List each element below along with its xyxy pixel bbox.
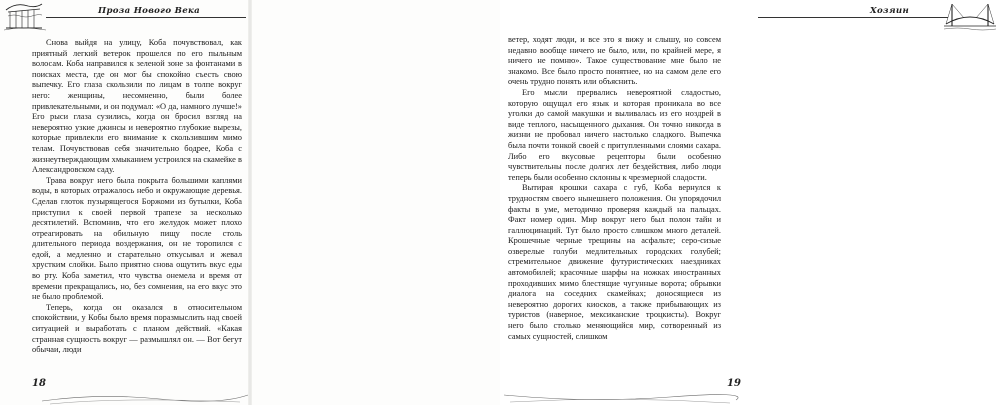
right-running-head: Хозяин [870, 6, 910, 16]
right-page [250, 0, 910, 405]
left-running-head: Проза Нового Века [98, 6, 200, 16]
right-text-column [508, 35, 721, 342]
right-paragraph: ветер, ходят люди, и все это я вижу и слышу, но совсем недавно вообще ничего не было, или, по крайней мере, я ничего не помню». Такое существование мне было не знакомо. Все было просто понятнее, но на самом деле его очень трудно понять или объяснить. [508, 35, 721, 87]
right-head-rule [758, 17, 948, 18]
right-paragraph: Вытирая крошки сахара с губ, Коба вернулся к трудностям своего нынешнего положения. Он упорядочил факты в уме, методично проверяя каждый на пальцах. Факт номер один. Мир вокруг него был полон тайн и галлюцинаций. Тут было просто слишком много деталей. Крошечные черные трещины на асфальте; серо-сизые озверелые голуби медлительных городских голубей; стремительное движение футуристических наездниках автомобилей; красочные шарфы на ножках иностранных проходивших мимо блестящие чугунные ворота; обрывки диалога на соседних скамейках; доносящиеся из невероятно дорогих киосков, а также прибывающих из туристов (наверное, мексиканские троцкисты). Вокруг него было столько меняющийся мир, сотворенный из самых сущностей, слишком [508, 183, 721, 341]
left-text-column [32, 38, 242, 356]
left-head-rule [46, 17, 246, 18]
right-page-number: 19 [727, 378, 741, 389]
bridge-emblem [944, 0, 996, 32]
left-footer-ornament [40, 387, 250, 405]
left-paragraph: Трава вокруг него была покрыта большими каплями воды, в которых отражалось небо и окружающие деревья. Сделав глоток пузырящегося Боржоми из бутылки, Коба приступил к своей первой трапезе за несколько десятилетий. Вспомнив, что его желудок может плохо отреагировать на обильную пищу после столь длительного периода воздержания, он не торопился с едой, а медленно и старательно откусывал и жевал хрустким слойки. Было приятно снова ощутить вкус еды во рту. Коба заметил, что чувства онемела и время от времени прекращались, но, без сомнения, на его вкус это не было проблемой. [32, 175, 242, 302]
left-page-number: 18 [32, 378, 46, 389]
carousel-pavilion-emblem [2, 0, 48, 32]
right-page-header [500, 0, 910, 32]
left-page [0, 0, 250, 405]
right-paragraph: Его мысли прервались невероятной сладостью, которую ощущал его язык и которая проникала во все уголки до самой макушки и выливалась из его ноздрей в виде теплого, насыщенного дыхания. Он точно никогда в жизни не пробовал ничего настолько сладкого. Выпечка была почти тонкой своей с притупленными слоями сахара. Либо его вкусовые рецепторы были особенно чувствительны после долгих лет бездействия, либо люди теперь были особенно склонны к чрезмерной сладости. [508, 87, 721, 182]
left-paragraph: Снова выйдя на улицу, Коба почувствовал, как приятный легкий ветерок прошелся по его пыльным волосам. Коба направился к зеленой зоне за фонтанами в поисках места, где он мог бы спокойно съесть свою выпечку. Его глаза скользили по лицам в толпе вокруг него: женщины, несомненно, были более привлекательными, и он подумал: «О да, намного лучше!» Его рыси глаза сузились, когда он бросил взгляд на невероятно узкие джинсы и невероятно глубокие вырезы, которые привлекли его внимание к скользившим мимо телам. Почувствовав себя значительно бодрее, Коба с жизнеутверждающим хмыканием устроился на скамейке в Александровском саду. [32, 38, 242, 175]
right-footer-ornament [500, 387, 740, 405]
left-paragraph: Теперь, когда он оказался в относительном спокойствии, у Кобы было время поразмыслить над своей ситуацией и выработать с планом действий. «Какая странная сущность вокруг — размышлял он. — Вот бегут обычаи, люди [32, 302, 242, 355]
left-page-header [0, 0, 250, 32]
